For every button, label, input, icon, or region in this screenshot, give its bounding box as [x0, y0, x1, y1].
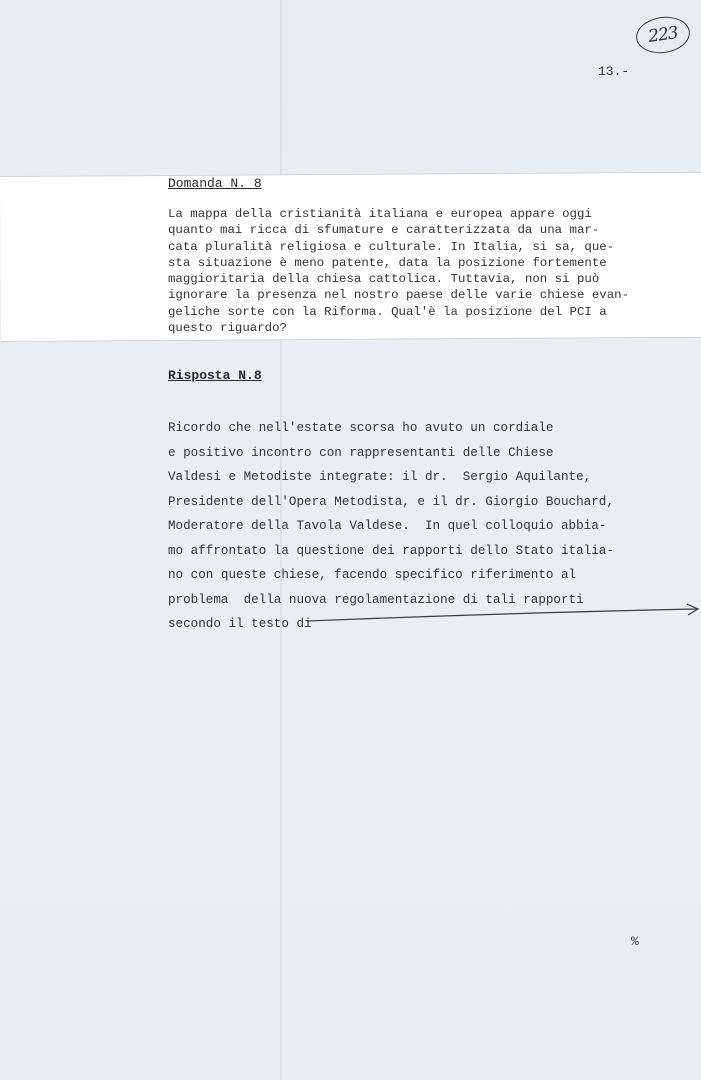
answer-line: Moderatore della Tavola Valdese. In quel colloquio abbia- [168, 519, 607, 533]
question-text [168, 206, 688, 336]
answer-line: secondo il testo di [168, 617, 312, 631]
answer-line: problema della nuova regolamentazione di tali rapporti [168, 592, 584, 607]
question-line: questo riguardo? [168, 321, 287, 336]
answer-line: no con queste chiese, facendo specifico riferimento al [168, 568, 577, 582]
question-line: quanto mai ricca di sfumature e caratterizzata da una mar- [168, 223, 600, 238]
continuation-mark: % [631, 934, 639, 949]
page-number: 13.- [598, 64, 630, 79]
answer-line: mo affrontato la questione dei rapporti dello Stato italia- [168, 543, 614, 558]
question-line: ignorare la presenza nel nostro paese delle varie chiese evan- [168, 288, 630, 303]
answer-line: Presidente dell'Opera Metodista, e il dr. Giorgio Bouchard, [168, 494, 614, 509]
answer-line: Ricordo che nell'estate scorsa ho avuto un cordiale [168, 421, 554, 435]
question-line: maggioritaria della chiesa cattolica. Tuttavia, non si può [168, 272, 600, 287]
page-stamp [634, 13, 692, 56]
answer-line: Valdesi e Metodiste integrate: il dr. Sergio Aquilante, [168, 470, 592, 484]
answer-line: e positivo incontro con rappresentanti delle Chiese [168, 445, 554, 460]
stamp-number: 223 [647, 23, 679, 47]
handwritten-arrow-icon [305, 603, 701, 627]
answer-title: Risposta N.8 [168, 368, 262, 383]
question-title: Domanda N. 8 [168, 176, 262, 191]
question-line: La mappa della cristianità italiana e europea appare oggi [168, 207, 592, 221]
question-line: geliche sorte con la Riforma. Qual'è la posizione del PCI a [168, 304, 607, 319]
question-line: sta situazione è meno patente, data la posizione fortemente [168, 255, 607, 270]
question-line: cata pluralità religiosa e culturale. In Italia, si sa, que- [168, 239, 615, 254]
